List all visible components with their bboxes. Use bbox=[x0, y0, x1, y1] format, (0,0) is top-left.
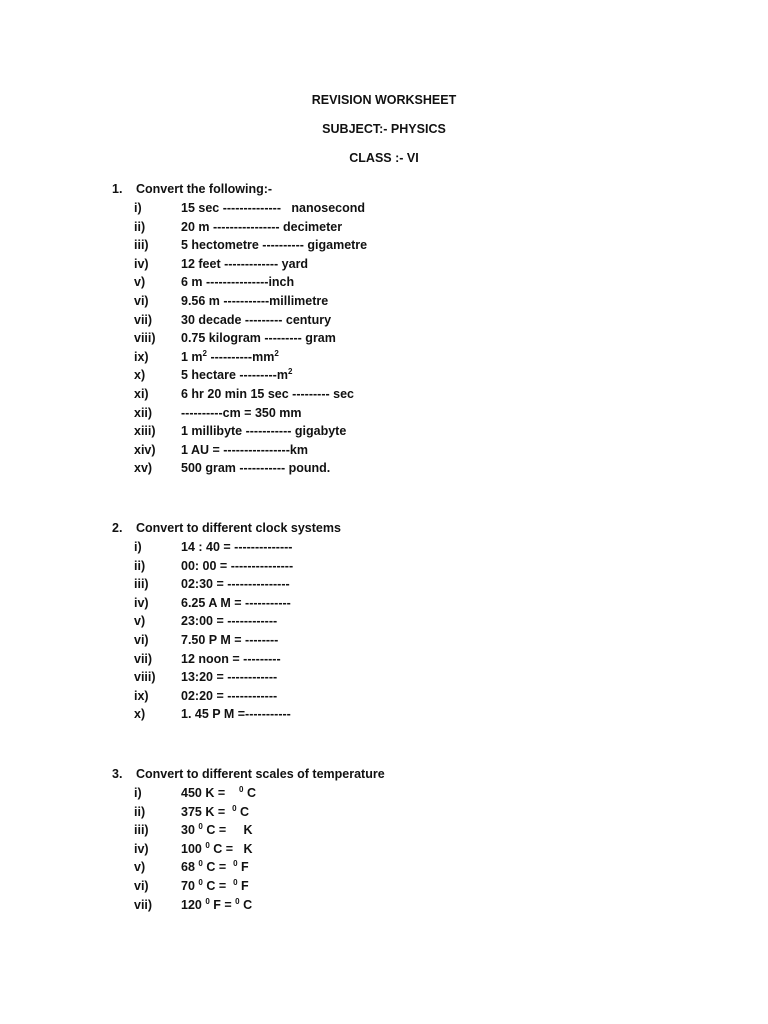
item-text bbox=[181, 612, 277, 631]
item-text bbox=[181, 292, 328, 311]
text-part: 100 bbox=[181, 841, 206, 856]
superscript: 2 bbox=[202, 348, 207, 358]
question-items bbox=[112, 784, 712, 914]
item-numeral: v) bbox=[134, 275, 146, 290]
text-part: 1 AU = ----------------km bbox=[181, 442, 308, 457]
list-item bbox=[112, 803, 712, 822]
item-text bbox=[181, 538, 292, 557]
text-part: C = K bbox=[202, 823, 253, 838]
list-item bbox=[112, 459, 712, 478]
item-numeral: vii) bbox=[134, 312, 153, 327]
question-number: 3. bbox=[112, 767, 123, 781]
text-part: 6 hr 20 min 15 sec --------- sec bbox=[181, 386, 354, 401]
list-item bbox=[112, 538, 712, 557]
item-text bbox=[181, 422, 346, 441]
item-numeral: i) bbox=[134, 540, 142, 554]
list-item bbox=[112, 199, 712, 218]
text-part: 0.75 kilogram --------- gram bbox=[181, 331, 336, 346]
text-part: 5 hectare ---------m bbox=[181, 368, 288, 383]
item-text bbox=[181, 366, 292, 385]
list-item bbox=[112, 348, 712, 367]
text-part: C = K bbox=[209, 841, 253, 856]
text-part: 68 bbox=[181, 860, 199, 875]
item-text bbox=[181, 273, 294, 292]
item-numeral: v) bbox=[134, 860, 146, 875]
list-item bbox=[112, 840, 712, 859]
item-numeral: iii) bbox=[134, 577, 149, 592]
list-item bbox=[112, 292, 712, 311]
list-item bbox=[112, 557, 712, 576]
text-part: 120 bbox=[181, 897, 206, 912]
item-numeral: ii) bbox=[134, 558, 146, 573]
item-numeral: ii) bbox=[134, 804, 146, 819]
item-text bbox=[181, 575, 290, 594]
item-text bbox=[181, 821, 253, 840]
list-item bbox=[112, 612, 712, 631]
superscript: 0 bbox=[198, 877, 203, 887]
item-numeral: xv) bbox=[134, 461, 153, 476]
text-part: 450 K = bbox=[181, 786, 240, 800]
item-numeral: vii) bbox=[134, 897, 153, 912]
text-part: C bbox=[243, 786, 256, 800]
item-numeral: xii) bbox=[134, 405, 153, 420]
list-item bbox=[112, 858, 712, 877]
text-part: 23:00 = ------------ bbox=[181, 614, 278, 629]
text-part: 6 m ---------------inch bbox=[181, 275, 295, 290]
text-part: 30 decade --------- century bbox=[181, 312, 332, 327]
item-numeral: vi) bbox=[134, 293, 149, 308]
item-text bbox=[181, 687, 277, 706]
list-item bbox=[112, 575, 712, 594]
item-text bbox=[181, 329, 336, 348]
text-part: 20 m ---------------- decimeter bbox=[181, 219, 343, 234]
item-numeral: xiv) bbox=[134, 442, 156, 457]
text-part: 00: 00 = --------------- bbox=[181, 558, 294, 573]
list-item bbox=[112, 650, 712, 669]
item-text bbox=[181, 385, 354, 404]
item-text bbox=[181, 459, 330, 478]
list-item bbox=[112, 422, 712, 441]
list-item bbox=[112, 385, 712, 404]
text-part: 375 K = bbox=[181, 804, 233, 819]
item-numeral: vi) bbox=[134, 878, 149, 893]
text-part: 500 gram ----------- pound. bbox=[181, 461, 331, 476]
text-part: 12 feet ------------- yard bbox=[181, 256, 309, 271]
text-part: 1 millibyte ----------- gigabyte bbox=[181, 424, 347, 439]
item-numeral: i) bbox=[134, 201, 142, 215]
item-numeral: iv) bbox=[134, 841, 149, 856]
question-section-1 bbox=[112, 180, 712, 478]
item-numeral: vi) bbox=[134, 632, 149, 647]
superscript: 0 bbox=[239, 785, 244, 794]
item-text bbox=[181, 199, 365, 218]
text-part: 02:30 = --------------- bbox=[181, 577, 290, 592]
item-text bbox=[181, 705, 291, 724]
list-item bbox=[112, 668, 712, 687]
superscript: 0 bbox=[235, 896, 240, 906]
item-numeral: xiii) bbox=[134, 424, 156, 439]
item-text bbox=[181, 348, 279, 367]
list-item bbox=[112, 896, 712, 915]
item-text bbox=[181, 311, 331, 330]
text-part: C bbox=[239, 897, 253, 912]
item-text bbox=[181, 594, 291, 613]
question-heading bbox=[112, 180, 712, 199]
text-part: 30 bbox=[181, 823, 199, 838]
item-text bbox=[181, 650, 281, 669]
item-numeral: iv) bbox=[134, 256, 149, 271]
text-part: 9.56 m -----------millimetre bbox=[181, 293, 329, 308]
text-part: F bbox=[237, 878, 249, 893]
item-text bbox=[181, 557, 293, 576]
question-number: 1. bbox=[112, 182, 123, 196]
item-numeral: iii) bbox=[134, 823, 149, 838]
text-part: 12 noon = --------- bbox=[181, 651, 281, 666]
subject-line: SUBJECT:- PHYSICS bbox=[322, 122, 446, 136]
text-part: 1. 45 P M =----------- bbox=[181, 707, 291, 722]
superscript: 0 bbox=[233, 859, 238, 869]
item-numeral: i) bbox=[134, 786, 142, 800]
list-item bbox=[112, 784, 712, 803]
question-heading bbox=[112, 765, 712, 784]
item-text bbox=[181, 877, 249, 896]
class-line: CLASS :- VI bbox=[349, 151, 419, 165]
question-section-3 bbox=[112, 765, 712, 914]
item-text bbox=[181, 236, 367, 255]
question-title: Convert to different scales of temperature bbox=[136, 767, 385, 781]
item-text bbox=[181, 218, 342, 237]
list-item bbox=[112, 218, 712, 237]
text-part: 15 sec -------------- nanosecond bbox=[181, 201, 366, 215]
text-part: 7.50 P M = -------- bbox=[181, 632, 279, 647]
text-part: ----------cm = 350 mm bbox=[181, 405, 302, 420]
text-part: 5 hectometre ---------- gigametre bbox=[181, 238, 368, 253]
item-text bbox=[181, 896, 252, 915]
superscript: 0 bbox=[205, 840, 210, 850]
superscript: 2 bbox=[274, 348, 279, 358]
item-text bbox=[181, 631, 278, 650]
question-number: 2. bbox=[112, 521, 123, 535]
question-title: Convert to different clock systems bbox=[136, 521, 341, 535]
superscript: 0 bbox=[198, 859, 203, 869]
text-part: C bbox=[236, 804, 250, 819]
item-text bbox=[181, 784, 256, 803]
item-text bbox=[181, 441, 308, 460]
item-text bbox=[181, 803, 249, 822]
question-items bbox=[112, 538, 712, 724]
superscript: 0 bbox=[198, 822, 203, 832]
question-title: Convert the following:- bbox=[136, 182, 273, 196]
list-item bbox=[112, 631, 712, 650]
list-item bbox=[112, 594, 712, 613]
list-item bbox=[112, 404, 712, 423]
list-item bbox=[112, 255, 712, 274]
text-part: C = bbox=[202, 878, 234, 893]
superscript: 2 bbox=[287, 367, 293, 377]
item-text bbox=[181, 668, 277, 687]
question-section-2 bbox=[112, 519, 712, 724]
text-part: 1 m bbox=[181, 349, 203, 364]
superscript: 0 bbox=[205, 896, 210, 906]
text-part: 02:20 = ------------ bbox=[181, 688, 278, 703]
worksheet-title: REVISION WORKSHEET bbox=[311, 93, 457, 107]
text-part: 14 : 40 = -------------- bbox=[181, 540, 293, 554]
list-item bbox=[112, 877, 712, 896]
list-item bbox=[112, 236, 712, 255]
item-numeral: viii) bbox=[134, 670, 156, 685]
item-numeral: v) bbox=[134, 614, 146, 629]
text-part: 6.25 A M = ----------- bbox=[181, 595, 291, 610]
item-numeral: xi) bbox=[134, 386, 149, 401]
list-item bbox=[112, 273, 712, 292]
item-numeral: ix) bbox=[134, 349, 149, 364]
item-numeral: iv) bbox=[134, 595, 149, 610]
item-numeral: vii) bbox=[134, 651, 153, 666]
item-text bbox=[181, 858, 249, 877]
item-numeral: viii) bbox=[134, 331, 156, 346]
item-numeral: x) bbox=[134, 707, 146, 722]
list-item bbox=[112, 329, 712, 348]
list-item bbox=[112, 366, 712, 385]
question-heading bbox=[112, 519, 712, 538]
superscript: 0 bbox=[232, 803, 237, 813]
list-item bbox=[112, 705, 712, 724]
list-item bbox=[112, 687, 712, 706]
item-numeral: x) bbox=[134, 368, 146, 383]
question-items bbox=[112, 199, 712, 478]
text-part: 70 bbox=[181, 878, 199, 893]
list-item bbox=[112, 441, 712, 460]
text-part: 13:20 = ------------ bbox=[181, 670, 278, 685]
text-part: C = bbox=[202, 860, 234, 875]
item-text bbox=[181, 404, 302, 423]
text-part: F bbox=[237, 860, 249, 875]
list-item bbox=[112, 821, 712, 840]
item-numeral: ii) bbox=[134, 219, 146, 234]
list-item bbox=[112, 311, 712, 330]
item-numeral: ix) bbox=[134, 688, 149, 703]
item-text bbox=[181, 840, 253, 859]
text-part: ----------mm bbox=[207, 349, 275, 364]
text-part: F = bbox=[209, 897, 236, 912]
item-numeral: iii) bbox=[134, 238, 149, 253]
item-text bbox=[181, 255, 308, 274]
superscript: 0 bbox=[233, 877, 238, 887]
